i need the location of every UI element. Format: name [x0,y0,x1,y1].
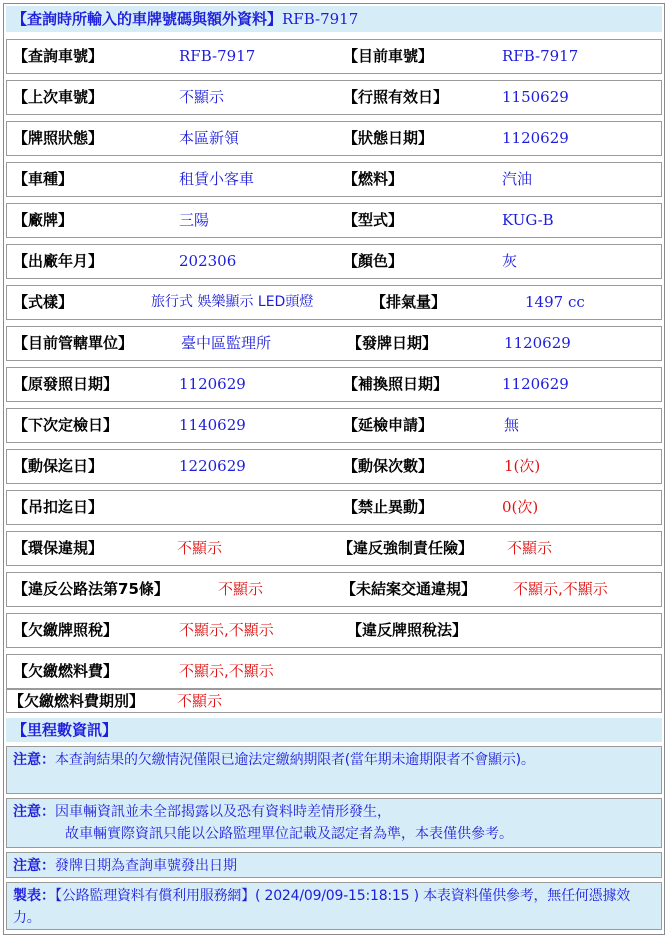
label-plate-status: 【牌照狀態】 [13,129,104,147]
label-env-violation: 【環保違規】 [13,539,104,557]
info-row [6,408,662,443]
footer-text: 【公路監理資料有償利用服務網】( 2024/09/09-15:18:15 ) 本表資料僅供參考，無任何憑據效力。 [13,888,631,926]
header-plate: RFB-7917 [282,10,359,28]
info-row [6,367,662,402]
value-status-date: 1120629 [502,129,569,147]
value-inspection-delay: 無 [504,416,520,434]
info-row [6,490,662,525]
info-row [6,162,662,197]
label-jurisdiction: 【目前管轄單位】 [13,334,134,352]
label-insurance-violation: 【違反強制責任險】 [338,539,474,557]
value-lien-end-date: 1220629 [179,457,246,475]
info-row [6,326,662,361]
info-row [6,572,662,607]
label-manufacture-date: 【出廠年月】 [13,252,104,270]
label-brand: 【廠牌】 [13,211,74,229]
label-suspension-end-date: 【吊扣迄日】 [13,498,104,516]
label-style: 【式樣】 [13,293,74,311]
info-row [6,689,662,713]
label-next-inspection: 【下次定檢日】 [13,416,119,434]
info-row [6,531,662,566]
note-arrears [6,746,662,794]
value-manufacture-date: 202306 [179,252,237,270]
info-row [6,39,662,74]
note-text: 本查詢結果的欠繳情況僅限已逾法定繳納期限者(當年期未逾期限者不會顯示)。 [55,752,535,768]
value-original-issue-date: 1120629 [179,375,246,393]
value-transfer-ban: 0(次) [502,498,539,516]
label-replacement-date: 【補換照日期】 [343,375,449,393]
note-issue-date [6,852,662,878]
value-query-plate: RFB-7917 [179,47,256,65]
value-env-violation: 不顯示 [177,539,223,557]
label-lien-count: 【動保次數】 [343,457,434,475]
label-displacement: 【排氣量】 [371,293,447,311]
label-current-plate: 【目前車號】 [343,47,434,65]
value-unpaid-license-tax: 不顯示,不顯示 [179,621,274,639]
value-issue-date: 1120629 [504,334,571,352]
info-row [6,80,662,115]
note-text-line2: 故車輛實際資訊只能以公路監理單位記載及認定者為準，本表僅供參考。 [65,826,513,842]
value-lien-count: 1(次) [504,457,541,475]
info-row [6,449,662,484]
label-unpaid-fuel-fee: 【欠繳燃料費】 [13,662,119,680]
label-license-tax-violation: 【違反牌照稅法】 [347,621,468,639]
label-original-issue-date: 【原發照日期】 [13,375,119,393]
note-disclosure [6,798,662,848]
footer-label: 製表： [13,888,55,904]
label-unpaid-fuel-fee-period: 【欠繳燃料費期別】 [9,692,145,710]
label-inspection-delay: 【延檢申請】 [343,416,434,434]
value-highway-act-75: 不顯示 [218,580,264,598]
label-highway-act-75: 【違反公路法第75條】 [13,580,169,598]
label-query-plate: 【查詢車號】 [13,47,104,65]
mileage-section-title: 【里程數資訊】 [6,718,662,742]
value-unpaid-fuel-fee-period: 不顯示 [177,692,223,710]
value-plate-status: 本區新領 [179,129,240,147]
note-label: 注意： [13,804,55,820]
note-label: 注意： [13,858,55,874]
value-jurisdiction: 臺中區監理所 [181,334,272,352]
value-vehicle-type: 租賃小客車 [179,170,255,188]
note-text: 發牌日期為查詢車號發出日期 [55,858,237,874]
info-row [6,613,662,648]
label-lien-end-date: 【動保迄日】 [13,457,104,475]
label-previous-plate: 【上次車號】 [13,88,104,106]
header-title: 【查詢時所輸入的車牌號碼與額外資料】 [12,10,283,28]
note-label: 注意： [13,752,55,768]
label-unsettled-violations: 【未結案交通違規】 [341,580,477,598]
info-row [6,285,662,320]
info-row [6,654,662,689]
label-transfer-ban: 【禁止異動】 [343,498,434,516]
value-brand: 三陽 [179,211,210,229]
query-header [6,6,662,32]
value-color: 灰 [502,252,518,270]
value-style: 旅行式 娛樂顯示 LED頭燈 [151,294,314,310]
info-row [6,121,662,156]
value-unpaid-fuel-fee: 不顯示,不顯示 [179,662,274,680]
value-license-valid: 1150629 [502,88,569,106]
footer-disclaimer [6,882,662,930]
value-replacement-date: 1120629 [502,375,569,393]
value-insurance-violation: 不顯示 [507,539,553,557]
label-unpaid-license-tax: 【欠繳牌照稅】 [13,621,119,639]
label-vehicle-type: 【車種】 [13,170,74,188]
label-color: 【顏色】 [343,252,404,270]
value-current-plate: RFB-7917 [502,47,579,65]
value-previous-plate: 不顯示 [179,88,225,106]
value-unsettled-violations: 不顯示,不顯示 [513,580,608,598]
label-license-valid: 【行照有效日】 [343,88,449,106]
value-displacement: 1497 cc [525,293,585,311]
value-model: KUG-B [502,211,554,229]
info-row [6,203,662,238]
info-row [6,244,662,279]
label-fuel: 【燃料】 [343,170,404,188]
value-fuel: 汽油 [502,170,533,188]
label-status-date: 【狀態日期】 [343,129,434,147]
label-issue-date: 【發牌日期】 [347,334,438,352]
label-model: 【型式】 [343,211,404,229]
value-next-inspection: 1140629 [179,416,246,434]
note-text-line1: 因車輛資訊並未全部揭露以及恐有資料時差情形發生， [55,804,391,820]
